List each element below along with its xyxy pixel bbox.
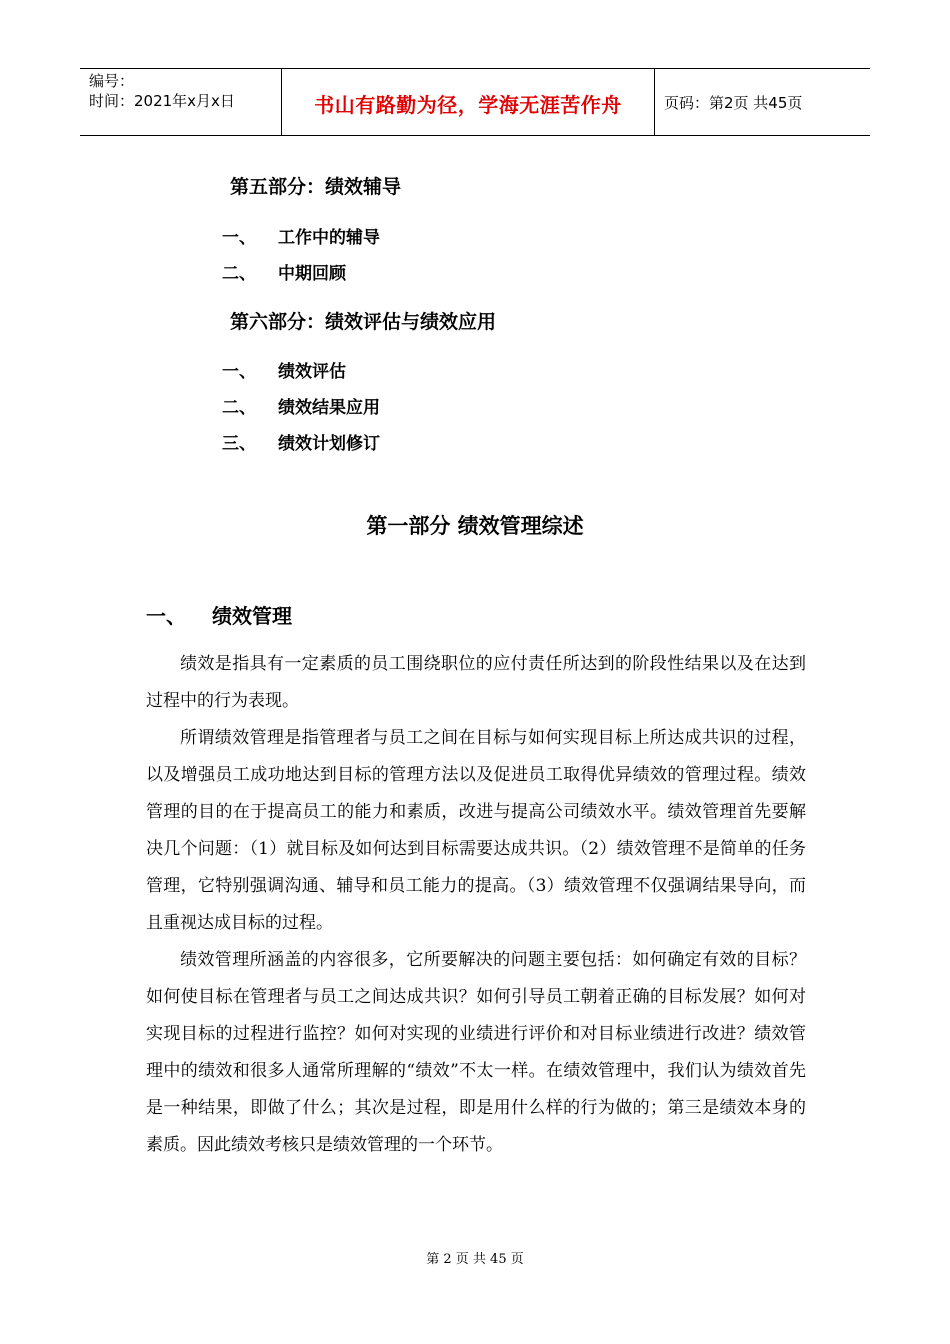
toc-part6-title: 第六部分：绩效评估与绩效应用: [230, 311, 497, 333]
header-number-label: 编号：: [89, 72, 135, 90]
paragraph: 所谓绩效管理是指管理者与员工之间在目标与如何实现目标上所达成共识的过程，以及增强员工成功地达到目标的管理方法以及促进员工取得优异绩效的管理过程。绩效管理的目的在于提高员工的能力和素质，改进与提高公司绩效水平。绩效管理首先要解决几个问题：（1）就目标及如何达到目标需要达成共识。（2）绩效管理不是简单的任务管理，它特别强调沟通、辅导和员工能力的提高。（3）绩效管理不仅强调结果导向，而且重视达成目标的过程。: [146, 728, 806, 933]
toc-item-text: 中期回顾: [278, 264, 346, 284]
toc-item: [222, 223, 380, 248]
toc-item-num: 二、: [222, 264, 256, 284]
toc-item: [222, 357, 346, 382]
header-time-label: 时间：2021年x月x日: [89, 92, 235, 110]
header-meta-cell: [80, 69, 282, 135]
toc-item-text: 工作中的辅导: [278, 228, 380, 248]
toc-part5-title: 第五部分：绩效辅导: [230, 176, 402, 198]
toc-item: [222, 429, 380, 454]
toc-item-num: 三、: [222, 434, 256, 454]
header-page-info: 页码：第2页 共45页: [664, 93, 803, 112]
toc-item-num: 二、: [222, 398, 256, 418]
toc-item-text: 绩效结果应用: [278, 398, 380, 418]
toc-item-num: 一、: [222, 228, 256, 248]
paragraph: 绩效管理所涵盖的内容很多，它所要解决的问题主要包括：如何确定有效的目标？如何使目标在管理者与员工之间达成共识？如何引导员工朝着正确的目标发展？如何对实现目标的过程进行监控？如何对实现的业绩进行评价和对目标业绩进行改进？绩效管理中的绩效和很多人通常所理解的“绩效”不太一样。在绩效管理中，我们认为绩效首先是一种结果，即做了什么；其次是过程，即是用什么样的行为做的；第三是绩效本身的素质。因此绩效考核只是绩效管理的一个环节。: [146, 950, 806, 1155]
section-title: 绩效管理: [212, 604, 292, 628]
body-text: [146, 646, 806, 1164]
part-title: 第一部分 绩效管理综述: [366, 514, 584, 538]
toc-item-text: 绩效计划修订: [278, 434, 380, 454]
toc-item: [222, 393, 380, 418]
header-table: [80, 68, 870, 136]
section-heading: [146, 600, 292, 629]
toc-item-text: 绩效评估: [278, 362, 346, 382]
header-motto: 书山有路勤为径，学海无涯苦作舟: [282, 69, 655, 135]
section-number: 一、: [146, 604, 186, 628]
toc-item: [222, 259, 346, 284]
paragraph: 绩效是指具有一定素质的员工围绕职位的应付责任所达到的阶段性结果以及在达到过程中的行为表现。: [146, 654, 806, 711]
page-footer: 第 2 页 共 45 页: [426, 1252, 524, 1267]
toc-item-num: 一、: [222, 362, 256, 382]
